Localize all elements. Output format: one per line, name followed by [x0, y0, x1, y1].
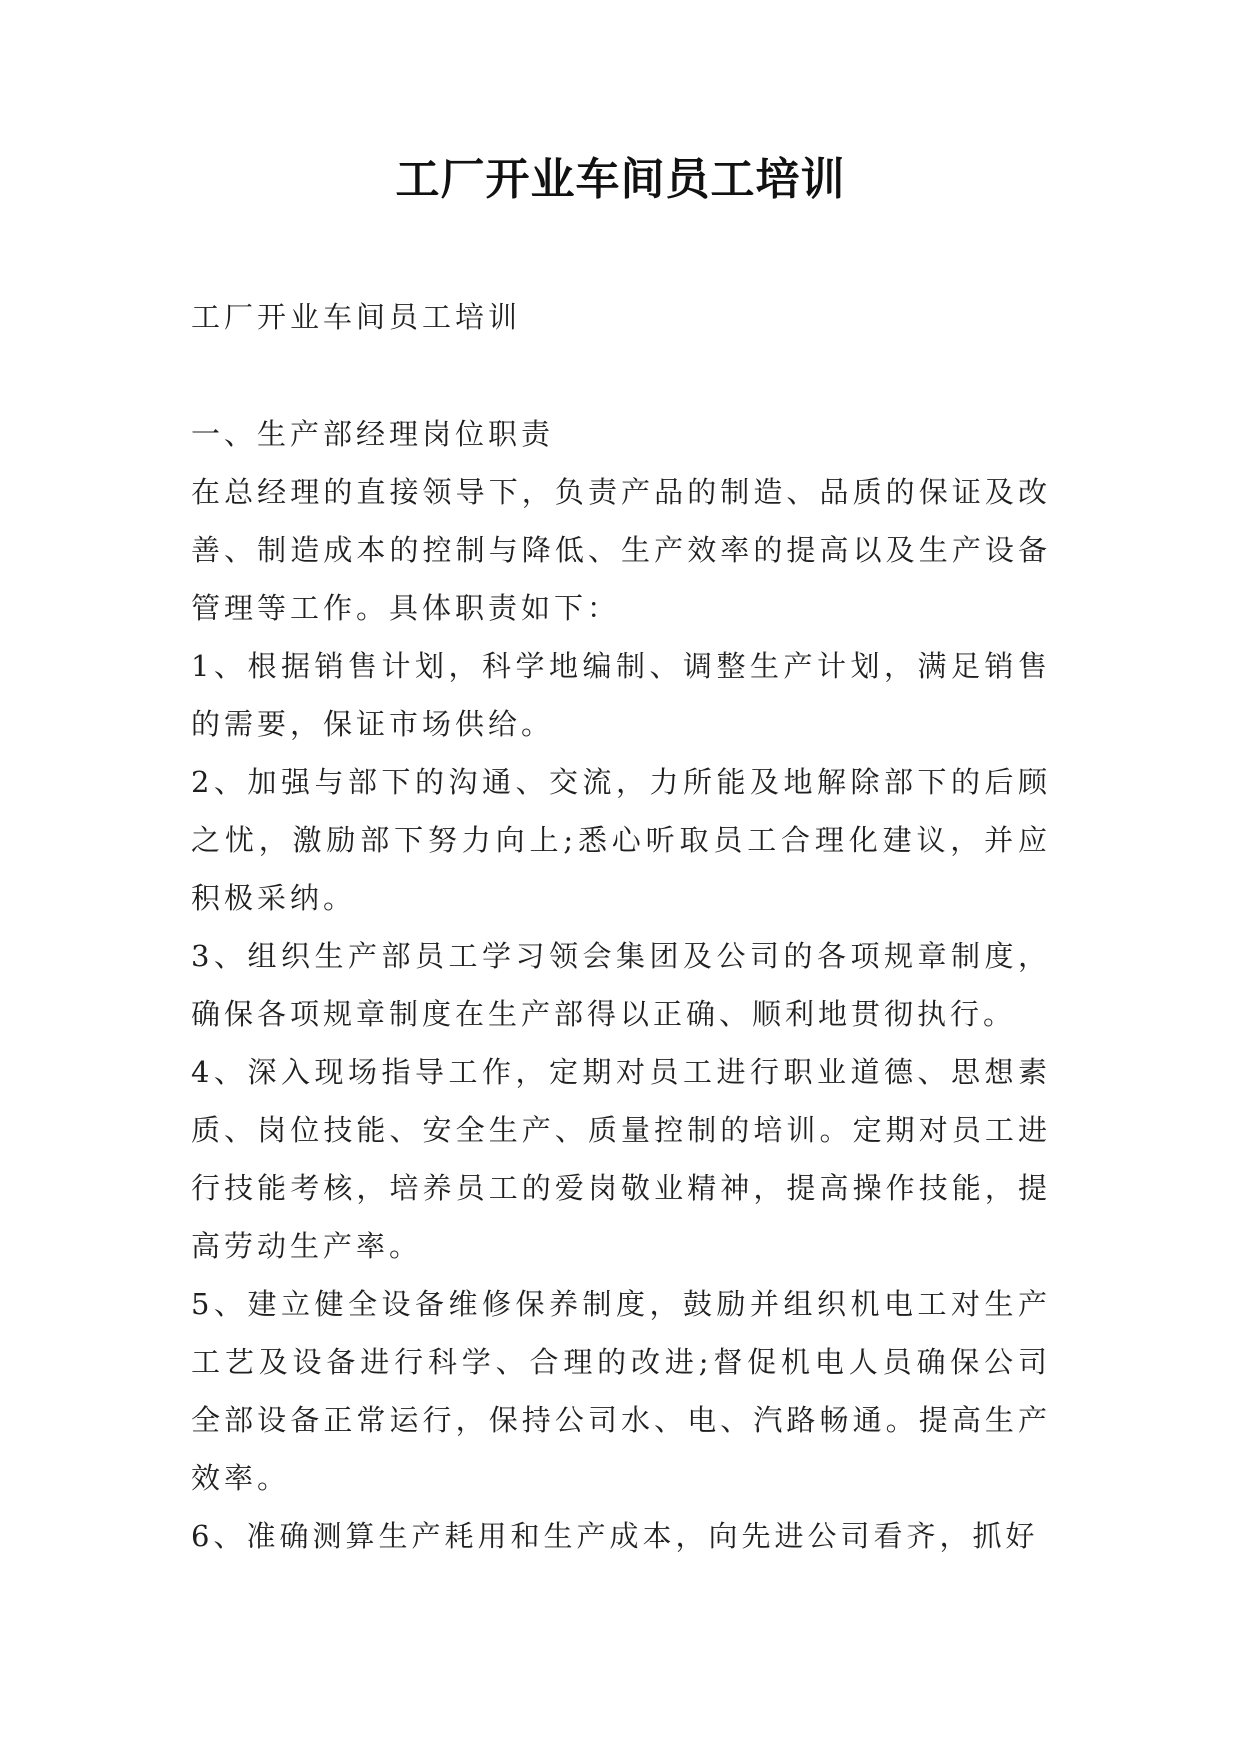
document-subtitle: 工厂开业车间员工培训: [191, 300, 522, 334]
paragraph-item-1: 1、根据销售计划，科学地编制、调整生产计划，满足销售的需要，保证市场供给。: [191, 649, 1051, 741]
paragraph-item-2: 2、加强与部下的沟通、交流，力所能及地解除部下的后顾之忧，激励部下努力向上;悉心听取员工合理化建议，并应积极采纳。: [191, 765, 1051, 915]
document-title: 工厂开业车间员工培训: [395, 154, 846, 205]
paragraph-item-4: 4、深入现场指导工作，定期对员工进行职业道德、思想素质、岗位技能、安全生产、质量控制的培训。定期对员工进行技能考核，培养员工的爱岗敬业精神，提高操作技能，提高劳动生产率。: [191, 1055, 1051, 1263]
paragraph-item-5: 5、建立健全设备维修保养制度，鼓励并组织机电工对生产工艺及设备进行科学、合理的改进;督促机电人员确保公司全部设备正常运行，保持公司水、电、汽路畅通。提高生产效率。: [191, 1287, 1051, 1495]
paragraph-item-3: 3、组织生产部员工学习领会集团及公司的各项规章制度，确保各项规章制度在生产部得以正确、顺利地贯彻执行。: [191, 939, 1051, 1031]
section-heading: 一、生产部经理岗位职责: [191, 417, 555, 451]
paragraph-item-6: 6、准确测算生产耗用和生产成本，向先进公司看齐，抓好: [191, 1519, 1039, 1553]
paragraph-intro: 在总经理的直接领导下，负责产品的制造、品质的保证及改善、制造成本的控制与降低、生产效率的提高以及生产设备管理等工作。具体职责如下：: [191, 475, 1051, 625]
document-body: [191, 405, 1051, 1565]
